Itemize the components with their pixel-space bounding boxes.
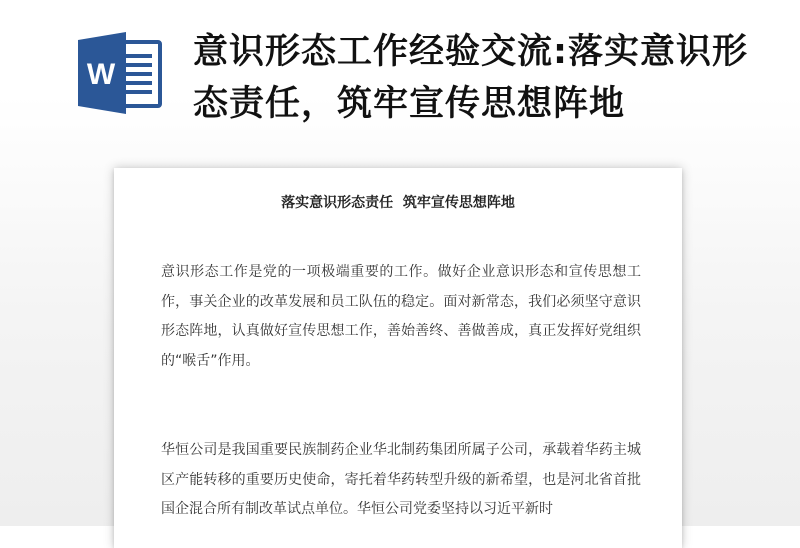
microsoft-word-icon	[76, 32, 164, 114]
document-paragraph: 意识形态工作是党的一项极端重要的工作。做好企业意识形态和宣传思想工作，事关企业的改革发展和员工队伍的稳定。面对新常态，我们必须坚守意识形态阵地，认真做好宣传思想工作，善始善终、善做善成，真正发挥好党组织的“喉舌”作用。	[161, 264, 641, 369]
page-title: 意识形态工作经验交流:落实意识形态责任，筑牢宣传思想阵地	[193, 32, 748, 124]
word-icon-letter: W	[86, 58, 116, 91]
document-paragraph: 华恒公司是我国重要民族制药企业华北制药集团所属子公司，承载着华药主城区产能转移的重要历史使命，寄托着华药转型升级的新希望，也是河北省首批国企混合所有制改革试点单位。华恒公司党委坚持以习近平新时	[161, 442, 641, 517]
document-page	[114, 168, 682, 548]
header-banner	[0, 0, 800, 150]
document-heading: 落实意识形态责任 筑牢宣传思想阵地	[281, 195, 515, 211]
